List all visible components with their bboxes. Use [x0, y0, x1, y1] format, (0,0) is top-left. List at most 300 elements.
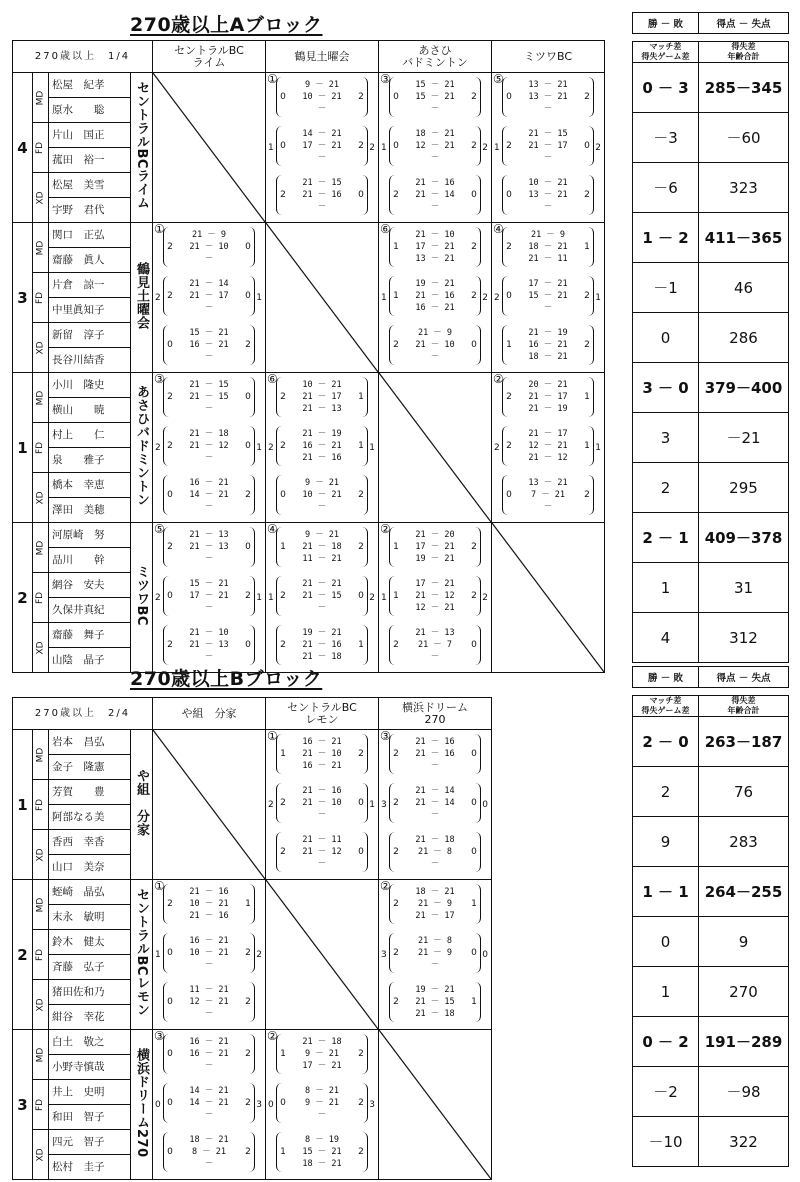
game-scores [389, 325, 481, 365]
set-scores [515, 327, 581, 363]
game-right: 2 [584, 340, 590, 350]
game-right: 2 [245, 340, 251, 350]
set-score: 21 － 13 [302, 404, 342, 414]
set-scores [289, 1134, 355, 1170]
set-scores [402, 935, 468, 971]
set-scores [402, 785, 468, 821]
player-name: 宇野 君代 [49, 198, 131, 223]
match-games-won: 0 [268, 1099, 274, 1110]
set-score: － [204, 254, 214, 264]
game-right: 1 [584, 242, 590, 252]
game-scores [276, 77, 368, 117]
player-name: 久保井真紀 [49, 598, 131, 623]
stat-value: 283 [699, 817, 789, 867]
set-score: 13 － 21 [528, 80, 568, 90]
set-score: 12 － 21 [415, 141, 455, 151]
stat-value: 263－187 [699, 717, 789, 767]
match-games-won: 2 [494, 442, 500, 453]
set-score: 17 － 21 [302, 141, 342, 151]
set-score: － [204, 960, 214, 970]
set-score: 21 － 19 [302, 429, 342, 439]
game-right: 0 [358, 798, 364, 808]
set-scores [402, 984, 468, 1020]
set-score: 18 － 21 [528, 352, 568, 362]
stat-value: 1 [633, 563, 699, 613]
game-left: 1 [280, 749, 286, 759]
game-left: 2 [393, 340, 399, 350]
stat-value: 1 [633, 967, 699, 1017]
match-number: ① [154, 879, 165, 893]
game-left: 2 [393, 899, 399, 909]
set-score: 21 － 14 [415, 798, 455, 808]
set-score: 21 － 8 [417, 936, 453, 946]
game-left: 2 [393, 997, 399, 1007]
self-cell [266, 223, 379, 373]
match-games-lost: 2 [595, 142, 601, 153]
set-scores [402, 736, 468, 772]
game-right: 0 [245, 291, 251, 301]
stat-value: 0 － 3 [633, 63, 699, 113]
set-scores [289, 477, 355, 513]
set-score: － [543, 104, 553, 114]
player-name: 村上 仁 [49, 423, 131, 448]
set-score: 21 － 9 [191, 230, 227, 240]
set-score: 14 － 21 [189, 1086, 229, 1096]
set-scores [289, 578, 355, 614]
set-score: － [204, 404, 214, 414]
set-scores [289, 627, 355, 663]
game-right: 0 [245, 392, 251, 402]
game-scores [389, 276, 481, 316]
game-left: 0 [506, 490, 512, 500]
set-score: 21 － 17 [528, 429, 568, 439]
game-left: 2 [167, 542, 173, 552]
set-scores [176, 1036, 242, 1072]
event-type: XD [33, 830, 49, 880]
set-scores [289, 529, 355, 565]
game-left: 2 [280, 392, 286, 402]
game-scores [163, 475, 255, 515]
player-name: 四元 智子 [49, 1130, 131, 1155]
match-number: ③ [154, 372, 165, 386]
game-left: 2 [393, 847, 399, 857]
set-scores [402, 834, 468, 870]
stat-value: 1 － 1 [633, 867, 699, 917]
player-name: 蛭崎 晶弘 [49, 880, 131, 905]
game-right: 1 [584, 392, 590, 402]
match-games-won: 2 [155, 292, 161, 303]
set-score: － [317, 104, 327, 114]
event-type: FD [33, 780, 49, 830]
game-left: 2 [280, 640, 286, 650]
game-right: 0 [245, 542, 251, 552]
game-right: 2 [358, 92, 364, 102]
set-scores [176, 886, 242, 922]
set-score: 21 － 16 [189, 887, 229, 897]
game-left: 2 [280, 190, 286, 200]
match-number: ② [267, 1029, 278, 1043]
standings-header: 勝 － 敗 [633, 13, 699, 34]
player-name: 横山 暁 [49, 398, 131, 423]
stat-value: －60 [699, 113, 789, 163]
game-right: 2 [471, 542, 477, 552]
set-score: 18 － 21 [528, 242, 568, 252]
match-games-won: 1 [381, 592, 387, 603]
game-left: 2 [393, 749, 399, 759]
game-right: 2 [245, 1098, 251, 1108]
column-header: 横浜ドリーム 270 [379, 698, 492, 730]
game-scores [276, 625, 368, 665]
game-right: 2 [358, 1098, 364, 1108]
game-right: 0 [471, 749, 477, 759]
set-score: 10 － 21 [302, 490, 342, 500]
event-type: MD [33, 73, 49, 123]
match-games-won: 1 [381, 142, 387, 153]
set-score: 21 － 12 [189, 441, 229, 451]
match-games-lost: 1 [369, 799, 375, 810]
match-games-won: 1 [155, 949, 161, 960]
game-scores [276, 377, 368, 417]
game-left: 0 [506, 190, 512, 200]
match-games-lost: 1 [256, 292, 262, 303]
set-score: － [204, 352, 214, 362]
game-left: 0 [280, 141, 286, 151]
game-left: 0 [167, 340, 173, 350]
set-score: 16 － 21 [302, 737, 342, 747]
set-score: 21 － 18 [415, 1009, 455, 1019]
set-score: 9 － 21 [304, 80, 340, 90]
game-scores [276, 1083, 368, 1123]
set-score: － [430, 761, 440, 771]
set-score: 21 － 16 [302, 786, 342, 796]
match-cell [379, 73, 492, 223]
set-score: － [317, 202, 327, 212]
game-right: 2 [245, 1147, 251, 1157]
column-header: ミツワBC [492, 41, 605, 73]
game-left: 2 [167, 291, 173, 301]
set-score: 21 － 21 [302, 579, 342, 589]
set-score: 9 － 21 [304, 1049, 340, 1059]
set-scores [402, 128, 468, 164]
game-scores [502, 377, 594, 417]
stat-value: 31 [699, 563, 789, 613]
stat-value: 3 [633, 413, 699, 463]
set-score: 15 － 21 [415, 92, 455, 102]
set-scores [515, 428, 581, 464]
set-scores [515, 379, 581, 415]
game-right: 0 [358, 190, 364, 200]
game-scores [389, 884, 481, 924]
set-scores [402, 627, 468, 663]
set-score: 21 － 16 [415, 291, 455, 301]
player-name: 松村 圭子 [49, 1155, 131, 1180]
game-left: 0 [280, 92, 286, 102]
set-score: 21 － 15 [189, 380, 229, 390]
set-score: 8 － 19 [304, 1135, 340, 1145]
set-scores [289, 834, 355, 870]
event-type: MD [33, 523, 49, 573]
set-score: 16 － 21 [189, 1049, 229, 1059]
match-number: ⑥ [380, 222, 391, 236]
game-right: 2 [358, 490, 364, 500]
match-number: ② [380, 522, 391, 536]
match-cell [266, 73, 379, 223]
stat-value: 322 [699, 1117, 789, 1167]
set-score: 16 － 21 [302, 761, 342, 771]
set-scores [515, 229, 581, 265]
player-name: 品川 幹 [49, 548, 131, 573]
set-score: － [317, 603, 327, 613]
game-scores [502, 126, 594, 166]
game-scores [276, 1034, 368, 1074]
set-score: 12 － 21 [189, 997, 229, 1007]
set-score: － [317, 1110, 327, 1120]
set-scores [289, 128, 355, 164]
game-scores [502, 227, 594, 267]
player-name: 阿部なる美 [49, 805, 131, 830]
stat-value: 2 [633, 767, 699, 817]
game-scores [389, 734, 481, 774]
column-header: や組 分家 [153, 698, 266, 730]
set-score: 21 － 9 [417, 948, 453, 958]
game-scores [502, 175, 594, 215]
set-score: 21 － 15 [302, 178, 342, 188]
match-games-lost: 3 [369, 1099, 375, 1110]
game-right: 0 [471, 640, 477, 650]
set-score: 18 － 21 [189, 1135, 229, 1145]
player-name: 香西 幸香 [49, 830, 131, 855]
match-games-lost: 1 [595, 292, 601, 303]
match-games-won: 2 [155, 592, 161, 603]
player-name: 網谷 安夫 [49, 573, 131, 598]
game-right: 2 [358, 141, 364, 151]
game-scores [276, 783, 368, 823]
set-score: 13 － 21 [415, 254, 455, 264]
game-left: 0 [167, 1049, 173, 1059]
stat-value: －3 [633, 113, 699, 163]
player-name: 橋本 幸恵 [49, 473, 131, 498]
set-score: 21 － 16 [302, 453, 342, 463]
game-right: 1 [471, 997, 477, 1007]
game-scores [163, 982, 255, 1022]
match-number: ② [493, 372, 504, 386]
game-scores [276, 832, 368, 872]
standings-header: 勝 － 敗 [633, 667, 699, 688]
set-score: 9 － 21 [304, 478, 340, 488]
player-name: 新留 淳子 [49, 323, 131, 348]
set-score: 21 － 12 [415, 591, 455, 601]
set-score: 10 － 21 [189, 899, 229, 909]
set-score: 18 － 21 [415, 887, 455, 897]
game-left: 1 [393, 291, 399, 301]
set-score: 21 － 20 [415, 530, 455, 540]
set-score: － [430, 960, 440, 970]
game-left: 1 [280, 542, 286, 552]
set-scores [515, 79, 581, 115]
stat-value: 264－255 [699, 867, 789, 917]
set-score: 21 － 15 [415, 997, 455, 1007]
set-score: － [204, 603, 214, 613]
game-right: 2 [584, 291, 590, 301]
event-type: MD [33, 1030, 49, 1080]
match-games-won: 1 [268, 142, 274, 153]
game-right: 0 [358, 847, 364, 857]
player-name: 片山 国正 [49, 123, 131, 148]
set-score: 17 － 21 [415, 579, 455, 589]
set-scores [176, 1134, 242, 1170]
game-left: 2 [280, 847, 286, 857]
game-left: 2 [506, 242, 512, 252]
set-score: 10 － 21 [189, 948, 229, 958]
player-name: 松屋 紀孝 [49, 73, 131, 98]
game-right: 0 [471, 340, 477, 350]
set-score: 17 － 21 [528, 279, 568, 289]
set-score: 14 － 21 [302, 129, 342, 139]
game-scores [163, 933, 255, 973]
set-score: － [317, 859, 327, 869]
set-score: 21 － 17 [415, 911, 455, 921]
set-score: － [543, 502, 553, 512]
set-score: 21 － 16 [415, 178, 455, 188]
match-number: ① [154, 222, 165, 236]
game-left: 2 [167, 899, 173, 909]
set-score: － [204, 1061, 214, 1071]
set-score: 21 － 19 [528, 328, 568, 338]
match-number: ③ [380, 729, 391, 743]
team-name: や組 分家 [131, 730, 153, 880]
stat-value: 2 [633, 463, 699, 513]
game-left: 0 [393, 141, 399, 151]
team-rank: 3 [13, 1030, 33, 1180]
team-name: セントラルBCライム [131, 73, 153, 223]
game-scores [389, 982, 481, 1022]
set-scores [176, 627, 242, 663]
team-name: 鶴見土曜会 [131, 223, 153, 373]
bracket-table [12, 697, 492, 1180]
set-score: 8 － 21 [191, 1147, 227, 1157]
set-score: 21 － 8 [417, 847, 453, 857]
player-name: 白土 敬之 [49, 1030, 131, 1055]
game-right: 0 [584, 141, 590, 151]
set-score: 21 － 10 [302, 749, 342, 759]
game-left: 2 [393, 640, 399, 650]
set-scores [402, 278, 468, 314]
set-scores [289, 1036, 355, 1072]
game-right: 2 [358, 542, 364, 552]
game-scores [276, 527, 368, 567]
self-cell [379, 1030, 492, 1180]
block-label: 270歳以上 1/4 [13, 41, 153, 73]
game-scores [389, 77, 481, 117]
event-type: FD [33, 273, 49, 323]
game-left: 0 [506, 291, 512, 301]
set-scores [289, 379, 355, 415]
match-games-lost: 1 [256, 442, 262, 453]
game-left: 2 [506, 441, 512, 451]
game-scores [389, 625, 481, 665]
game-right: 1 [471, 899, 477, 909]
game-scores [502, 276, 594, 316]
game-right: 0 [245, 640, 251, 650]
set-score: 18 － 21 [415, 129, 455, 139]
game-right: 2 [471, 591, 477, 601]
set-score: 10 － 21 [302, 92, 342, 102]
game-scores [163, 426, 255, 466]
set-score: 21 － 9 [530, 230, 566, 240]
game-left: 2 [167, 640, 173, 650]
match-games-lost: 0 [482, 799, 488, 810]
standings-header: 得点 － 失点 [699, 13, 789, 34]
set-scores [289, 785, 355, 821]
game-right: 2 [245, 591, 251, 601]
game-right: 0 [471, 948, 477, 958]
match-cell [379, 223, 492, 373]
set-score: － [204, 1009, 214, 1019]
set-score: 21 － 17 [189, 291, 229, 301]
game-right: 1 [358, 441, 364, 451]
match-games-lost: 2 [482, 592, 488, 603]
set-scores [402, 79, 468, 115]
set-score: 21 － 15 [189, 392, 229, 402]
player-name: 斉藤 弘子 [49, 955, 131, 980]
player-name: 山陰 晶子 [49, 648, 131, 673]
game-right: 2 [245, 997, 251, 1007]
set-score: 21 － 17 [528, 392, 568, 402]
set-score: － [317, 502, 327, 512]
match-cell [492, 373, 605, 523]
set-score: 21 － 13 [189, 530, 229, 540]
set-scores [176, 1085, 242, 1121]
match-games-lost: 1 [256, 592, 262, 603]
match-games-lost: 1 [369, 442, 375, 453]
set-score: － [430, 202, 440, 212]
set-score: 17 － 21 [189, 591, 229, 601]
set-score: 21 － 13 [189, 542, 229, 552]
match-cell [266, 1030, 379, 1180]
set-score: 21 － 17 [302, 392, 342, 402]
set-score: 19 － 21 [415, 985, 455, 995]
set-score: 21 － 15 [528, 129, 568, 139]
match-cell [153, 1030, 266, 1180]
game-scores [389, 175, 481, 215]
match-games-won: 3 [381, 949, 387, 960]
set-score: － [204, 652, 214, 662]
stat-value: 76 [699, 767, 789, 817]
set-score: 21 － 16 [415, 749, 455, 759]
game-scores [163, 625, 255, 665]
self-cell [492, 523, 605, 673]
set-score: 21 － 11 [528, 254, 568, 264]
match-games-lost: 1 [595, 442, 601, 453]
set-score: 21 － 9 [417, 899, 453, 909]
set-score: 14 － 21 [189, 490, 229, 500]
team-name: あさひバドミントン [131, 373, 153, 523]
player-name: 紺谷 幸花 [49, 1005, 131, 1030]
player-name: 河原崎 努 [49, 523, 131, 548]
game-scores [276, 426, 368, 466]
set-score: 21 － 16 [415, 737, 455, 747]
player-name: 末永 敏明 [49, 905, 131, 930]
game-scores [502, 426, 594, 466]
stat-value: 379－400 [699, 363, 789, 413]
set-score: 21 － 14 [415, 786, 455, 796]
set-scores [289, 177, 355, 213]
event-type: XD [33, 980, 49, 1030]
set-score: 21 － 7 [417, 640, 453, 650]
set-scores [402, 327, 468, 363]
set-scores [176, 477, 242, 513]
game-scores [502, 325, 594, 365]
